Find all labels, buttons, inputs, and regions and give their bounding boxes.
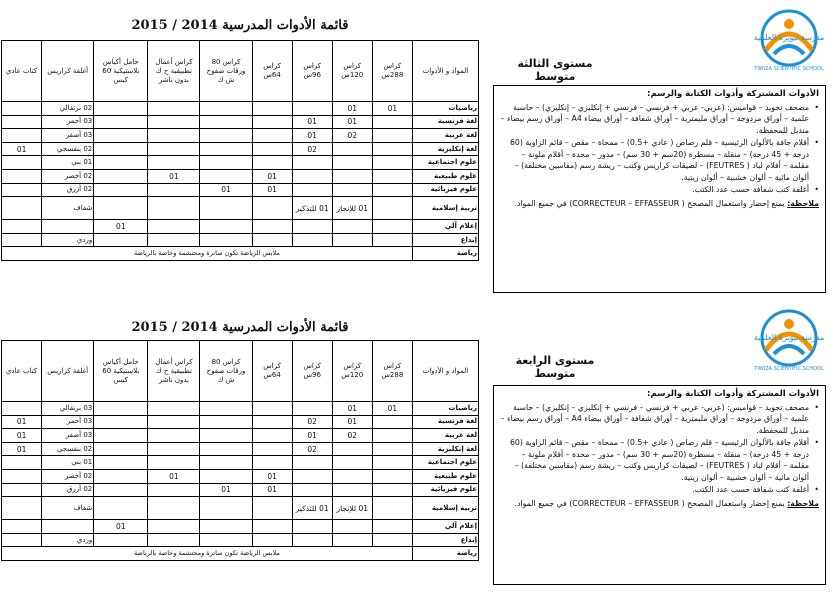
quantity-cell: 01 [148,169,200,183]
column-header: حامل أكياس بلاستيكية 60 كيس [94,341,148,402]
subject-cell: علوم فيزيائية [412,183,478,197]
quantity-cell: 01 للإنجاز [332,197,372,220]
list-item [500,484,819,496]
quantity-cell [372,497,412,520]
quantity-cell [2,102,42,116]
quantity-cell [2,183,42,197]
quantity-cell [200,402,252,416]
level-title-1: مستوى الثالثة متوسط [517,57,593,83]
quantity-cell [252,233,292,247]
subject-cell: إعلام آلي [412,220,478,234]
table-row [2,233,479,247]
quantity-cell [148,429,200,443]
remark [500,198,819,210]
quantity-cell: 01 للتذكير [292,497,332,520]
quantity-cell: 02 [292,442,332,456]
table-row [2,483,479,497]
quantity-cell [252,497,292,520]
quantity-cell [200,220,252,234]
quantity-cell [332,520,372,534]
supplies-box-1 [493,85,826,293]
quantity-cell [292,520,332,534]
table-row [2,115,479,129]
quantity-cell: 02 [332,429,372,443]
column-header: كراس 120س [332,341,372,402]
quantity-cell: وردي [42,533,94,547]
quantity-cell: 02 [292,142,332,156]
list-item-text: مصحف تجويد – قواميس: (عربي- عربي + فرنسي – فرنسي + إنكليزي – إنكليزي) – حاسبة علمية – أوراق مزدوجة – أوراق مليمترية – أوراق شفافة – أوراق بيضاء A4 – أوراق رسم بيضاء – منديل للمحفظة. [500,402,809,435]
supplies-box-2 [493,385,826,585]
quantity-cell [200,197,252,220]
column-header: أغلفة كراريس [42,341,94,402]
quantity-cell: 01 [332,402,372,416]
list-item-text: أغلفة كتب شفافة حسب عدد الكتب. [692,485,809,494]
quantity-cell: 01 [200,483,252,497]
quantity-cell: 02 أزرق [42,183,94,197]
subject-cell: علوم طبيعية [412,169,478,183]
remark-label: ملاحظة: [787,498,819,508]
subject-cell: لغة فرنسية [412,115,478,129]
quantity-cell [372,456,412,470]
list-item [500,184,819,196]
quantity-cell [200,142,252,156]
column-header: كراس 96س [292,341,332,402]
list-item-text: أقلام جافة بالألوان الرئيسية – قلم رصاص ( عادي +0.5) – ممحاة – مقص – قائم الزاوية (60 درجة + 45 درجة) – منقلة – مسطرة (20سم + 30 سم) – مدور – محدة – أقلام ملونة – مقلمة – أقلام لباد ( FEUTRES) – لصيقات كراريس وكتب – ريشة رسم (مقاسين مختلفة) – ألوان مائية – ألوان خشبية – ألوان زيتية. [509,138,809,182]
logo-latin-text: TIWIZA SCIENTIFIC SCHOOL [754,66,824,72]
quantity-cell [252,156,292,170]
quantity-cell [372,233,412,247]
table-row [2,469,479,483]
quantity-cell [2,497,42,520]
quantity-cell [200,497,252,520]
supplies-list [500,102,819,196]
quantity-cell [94,233,148,247]
quantity-cell: 03 برتقالي [42,402,94,416]
table-row [2,142,479,156]
quantity-cell [2,129,42,143]
quantity-cell [252,533,292,547]
quantity-cell: 01 [94,520,148,534]
table-row [2,442,479,456]
quantity-cell [94,169,148,183]
quantity-cell [2,115,42,129]
quantity-cell [200,520,252,534]
table-row [2,533,479,547]
quantity-cell [252,220,292,234]
quantity-cell: 03 أحمر [42,415,94,429]
subject-cell: تربية إسلامية [412,497,478,520]
quantity-cell [372,197,412,220]
quantity-cell [372,220,412,234]
quantity-cell [94,415,148,429]
quantity-cell [148,233,200,247]
subject-cell: علوم فيزيائية [412,483,478,497]
quantity-cell [332,169,372,183]
quantity-cell [148,533,200,547]
column-header: كراس 64س [252,341,292,402]
subject-cell: رياضيات [412,102,478,116]
list-item [500,437,819,483]
quantity-cell [252,429,292,443]
quantity-cell: 02 بنفسجي [42,142,94,156]
sports-label: رياضة [412,247,478,261]
subject-cell: تربية إسلامية [412,197,478,220]
bullet-icon: • [814,102,819,112]
bullet-icon: • [814,438,819,447]
quantity-cell [148,102,200,116]
column-header: كراس أعمال تطبيقية ح ك بدون ناشر [148,41,200,102]
quantity-cell [94,102,148,116]
subject-cell: رياضيات [412,402,478,416]
bullet-icon: • [814,485,819,494]
quantity-cell [372,183,412,197]
quantity-cell [148,402,200,416]
quantity-cell: 01 [2,442,42,456]
quantity-cell [372,129,412,143]
quantity-cell: شفاف [42,497,94,520]
quantity-cell: 02 أخضر [42,169,94,183]
quantity-cell: وردي [42,233,94,247]
subject-cell: علوم اجتماعية [412,156,478,170]
table-header-row [2,341,479,402]
logo-latin-text-2: TIWIZA SCIENTIFIC SCHOOL [754,366,824,372]
quantity-cell [292,169,332,183]
list-item [500,402,819,437]
column-header: كراس 80 ورقات صفوح ش ك [200,41,252,102]
table-row [2,456,479,470]
quantity-cell [252,115,292,129]
quantity-cell [2,483,42,497]
supplies-table-level-3 [1,40,479,261]
level-title-2: مستوى الرابعة متوسط [515,354,595,380]
quantity-cell [94,129,148,143]
table-row [2,183,479,197]
quantity-cell [148,183,200,197]
column-header: كراس 288س [372,341,412,402]
quantity-cell [372,483,412,497]
quantity-cell [94,469,148,483]
list-title-1: قائمة الأدوات المدرسية 2014 / 2015 [131,18,349,33]
subject-cell: لغة عربية [412,429,478,443]
quantity-cell [2,402,42,416]
table-row [2,402,479,416]
quantity-cell [332,533,372,547]
quantity-cell [332,442,372,456]
column-header: كتاب عادي [2,341,42,402]
subject-cell: لغة عربية [412,129,478,143]
quantity-cell [148,520,200,534]
quantity-cell [94,456,148,470]
quantity-cell: 01 [2,429,42,443]
quantity-cell [332,456,372,470]
quantity-cell [200,442,252,456]
quantity-cell [332,483,372,497]
remark-text: يمنع إحضار واستعمال المصحح ( CORRECTEUR – EFFASSEUR) في جميع المواد. [514,498,785,508]
list-item [500,137,819,183]
quantity-cell [148,483,200,497]
quantity-cell [372,520,412,534]
quantity-cell: 03 أصفر [42,129,94,143]
quantity-cell [252,197,292,220]
quantity-cell [372,442,412,456]
table-row [2,497,479,520]
quantity-cell [200,129,252,143]
quantity-cell [252,402,292,416]
quantity-cell [2,533,42,547]
quantity-cell: 02 أخضر [42,469,94,483]
school-logo-icon-2 [744,308,834,374]
table-row [2,169,479,183]
quantity-cell: 01 [292,115,332,129]
subject-cell: علوم اجتماعية [412,456,478,470]
table-row [2,415,479,429]
quantity-cell: 01 [332,102,372,116]
quantity-cell [332,142,372,156]
quantity-cell: 01 للتذكير [292,197,332,220]
quantity-cell [94,142,148,156]
quantity-cell [94,183,148,197]
remark [500,498,819,510]
subject-cell: لغة إنكليزية [412,442,478,456]
quantity-cell [2,456,42,470]
list-item-text: أقلام جافة بالألوان الرئيسية – قلم رصاص ( عادي +0.5) – ممحاة – مقص – قائم الزاوية (60 درجة + 45 درجة) – منقلة – مسطرة (20سم + 30 سم) – مدور – محدة – أقلام ملونة – مقلمة – أقلام لباد ( FEUTRES) – لصيقات كراريس وكتب – ريشة رسم (مقاسين مختلفة) – ألوان مائية – ألوان خشبية – ألوان زيتية. [509,438,809,482]
quantity-cell: 02 بنفسجي [42,442,94,456]
quantity-cell [200,415,252,429]
quantity-cell: 01 [94,220,148,234]
column-header: أغلفة كراريس [42,41,94,102]
logo-text-2: مدرسة تيويزة العلمية [753,333,825,342]
quantity-cell [372,469,412,483]
quantity-cell [292,456,332,470]
list-item-text: مصحف تجويد – قواميس: (عربي- عربي + فرنسي – فرنسي + إنكليزي – إنكليزي) – حاسبة علمية – أوراق مزدوجة – أوراق مليمترية – أوراق شفافة – أوراق بيضاء A4 – أوراق رسم بيضاء – منديل للمحفظة. [500,102,809,135]
quantity-cell [94,429,148,443]
column-header: حامل أكياس بلاستيكية 60 كيس [94,41,148,102]
sports-row [2,247,479,261]
quantity-cell [94,156,148,170]
quantity-cell [2,156,42,170]
quantity-cell [148,156,200,170]
quantity-cell [332,183,372,197]
quantity-cell: 01 [252,469,292,483]
quantity-cell [372,156,412,170]
table-row [2,520,479,534]
quantity-cell [2,169,42,183]
quantity-cell [200,169,252,183]
quantity-cell [252,142,292,156]
quantity-cell: 01 [252,183,292,197]
quantity-cell: 01 [332,115,372,129]
quantity-cell: 01 [2,415,42,429]
sports-note: ملابس الرياضة تكون ساترة ومحتشمة وخاصة بالرياضة [2,247,413,261]
quantity-cell [292,156,332,170]
column-header: كراس 96س [292,41,332,102]
quantity-cell [252,129,292,143]
quantity-cell: 01 بني [42,456,94,470]
quantity-cell [148,497,200,520]
quantity-cell: 02 [292,415,332,429]
remark-text: يمنع إحضار واستعمال المصحح ( CORRECTEUR – EFFASSEUR) في جميع المواد. [514,198,785,208]
quantity-cell [2,520,42,534]
column-header: كراس 64س [252,41,292,102]
quantity-cell: 01 [252,483,292,497]
quantity-cell [332,156,372,170]
quantity-cell [200,533,252,547]
quantity-cell [2,233,42,247]
quantity-cell [292,183,332,197]
quantity-cell [94,497,148,520]
quantity-cell [200,102,252,116]
quantity-cell [332,220,372,234]
quantity-cell [292,533,332,547]
bullet-icon: • [814,402,819,412]
subject-cell: إبداع [412,233,478,247]
quantity-cell [42,520,94,534]
quantity-cell: 03 أصفر [42,429,94,443]
quantity-cell [252,442,292,456]
school-logo-icon [744,8,834,74]
quantity-cell: 03 أحمر [42,115,94,129]
quantity-cell [252,415,292,429]
quantity-cell [372,115,412,129]
quantity-cell [2,197,42,220]
bullet-icon: • [814,185,819,194]
quantity-cell [42,220,94,234]
column-header: المواد و الأدوات [412,41,478,102]
box-heading: الأدوات المشتركة وأدوات الكتابة والرسم: [647,389,819,399]
quantity-cell [332,469,372,483]
quantity-cell [292,469,332,483]
quantity-cell: 01 [372,402,412,416]
supplies-table-level-4 [1,340,479,561]
quantity-cell: 01 [252,169,292,183]
table-row [2,102,479,116]
quantity-cell [200,156,252,170]
subject-cell: لغة إنكليزية [412,142,478,156]
quantity-cell [252,520,292,534]
quantity-cell [148,197,200,220]
quantity-cell [148,129,200,143]
column-header: كراس أعمال تطبيقية ح ك بدون ناشر [148,341,200,402]
quantity-cell: 01 [292,429,332,443]
quantity-cell [292,220,332,234]
quantity-cell [200,456,252,470]
quantity-cell: 02 [332,129,372,143]
quantity-cell [200,469,252,483]
quantity-cell [200,429,252,443]
table-row [2,156,479,170]
quantity-cell: 02 برتقالي [42,102,94,116]
quantity-cell: 01 [200,183,252,197]
list-title-2: قائمة الأدوات المدرسية 2014 / 2015 [131,320,349,335]
supplies-list [500,402,819,496]
list-item-text: أغلفة كتب شفافة حسب عدد الكتب. [692,185,809,194]
quantity-cell: 01 [2,142,42,156]
quantity-cell [94,533,148,547]
quantity-cell [148,142,200,156]
box-heading: الأدوات المشتركة وأدوات الكتابة والرسم: [647,89,819,99]
quantity-cell [292,233,332,247]
quantity-cell: 01 [292,129,332,143]
sports-note: ملابس الرياضة تكون ساترة ومحتشمة وخاصة بالرياضة [2,547,413,561]
quantity-cell [148,220,200,234]
quantity-cell [292,483,332,497]
quantity-cell [2,220,42,234]
quantity-cell [252,102,292,116]
quantity-cell [332,233,372,247]
quantity-cell [148,415,200,429]
subject-cell: علوم طبيعية [412,469,478,483]
logo-text: مدرسة تيويزة العلمية [753,33,825,42]
subject-cell: لغة فرنسية [412,415,478,429]
quantity-cell [372,169,412,183]
quantity-cell [148,442,200,456]
quantity-cell [148,115,200,129]
sports-label: رياضة [412,547,478,561]
table-row [2,197,479,220]
quantity-cell: 01 بني [42,156,94,170]
sports-row [2,547,479,561]
quantity-cell [2,469,42,483]
table-row [2,220,479,234]
subject-cell: إبداع [412,533,478,547]
column-header: المواد و الأدوات [412,341,478,402]
quantity-cell [94,402,148,416]
quantity-cell: 02 أزرق [42,483,94,497]
quantity-cell [372,142,412,156]
quantity-cell [94,483,148,497]
table-row [2,129,479,143]
quantity-cell [292,402,332,416]
table-row [2,429,479,443]
quantity-cell: 01 [372,102,412,116]
subject-cell: إعلام آلي [412,520,478,534]
column-header: كراس 288س [372,41,412,102]
bullet-icon: • [814,138,819,147]
quantity-cell [200,233,252,247]
quantity-cell: 01 للإنجاز [332,497,372,520]
quantity-cell [372,429,412,443]
table-header-row [2,41,479,102]
column-header: كراس 120س [332,41,372,102]
quantity-cell [148,456,200,470]
quantity-cell [372,415,412,429]
quantity-cell [252,456,292,470]
remark-label: ملاحظة: [787,198,819,208]
quantity-cell [94,442,148,456]
quantity-cell [200,115,252,129]
column-header: كتاب عادي [2,41,42,102]
quantity-cell [292,102,332,116]
quantity-cell: شفاف [42,197,94,220]
column-header: كراس 80 ورقات صفوح ش ك [200,341,252,402]
quantity-cell: 01 [148,469,200,483]
quantity-cell: 01 [332,415,372,429]
quantity-cell [372,533,412,547]
quantity-cell [94,115,148,129]
quantity-cell [94,197,148,220]
list-item [500,102,819,137]
